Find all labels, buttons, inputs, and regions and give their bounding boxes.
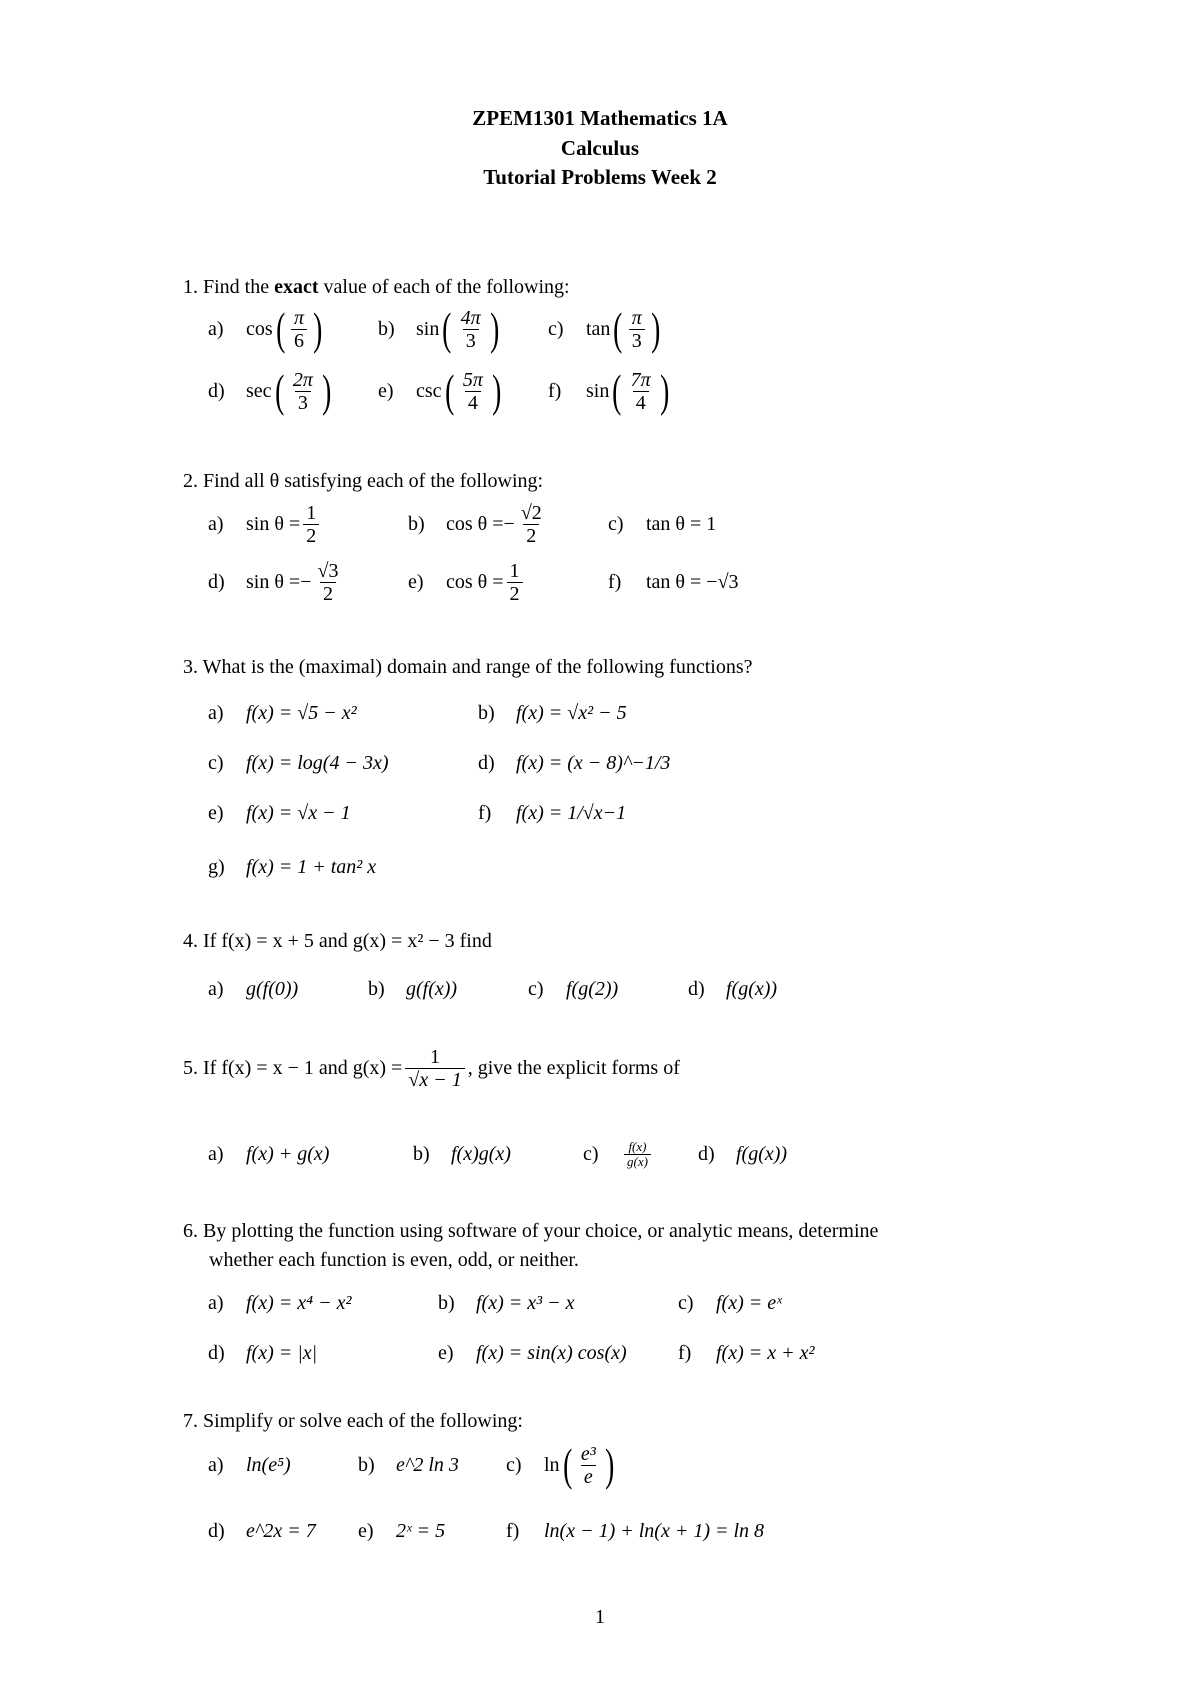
q5-item-a: a) f(x) + g(x) (208, 1143, 330, 1165)
q7-item-c: c) ln ( $\frac{\text{e³}}{e}$ ) (506, 1439, 615, 1490)
question-7: 7. Simplify or solve each of the following: (183, 1410, 523, 1432)
q3-row-3 (208, 802, 626, 825)
q6-item-f: f) f(x) = x + x² (678, 1342, 815, 1364)
q1-item-b: b) sin ( $\frac{4\pi}{3}$ ) (378, 303, 499, 354)
sheet-title: Tutorial Problems Week 2 (483, 165, 717, 189)
q4-item-d: d) f(g(x)) (688, 978, 778, 1000)
q2-item-f: f) tan θ = −√3 (608, 571, 739, 593)
q2-item-e: e) cos θ = $\frac{1}{2}$ (408, 560, 608, 605)
question-1: 1. Find the exact value of each of the following: (183, 276, 570, 298)
q3-row-4 (208, 856, 376, 879)
q3-item-e: e) f(x) = √x − 1 (208, 802, 351, 824)
q4-item-c: c) f(g(2)) (528, 978, 619, 1000)
q1-item-f: f) sin ( $\frac{7\pi}{4}$ ) (548, 365, 669, 416)
q4-row (208, 978, 777, 1001)
q2-row-2 (208, 560, 739, 605)
q1-item-c: c) tan ( $\frac{\pi}{3}$ ) (548, 303, 661, 354)
q2-row-1 (208, 502, 716, 547)
q6-row-1 (208, 1292, 782, 1315)
q6-item-d: d) f(x) = |x| (208, 1342, 318, 1364)
page-number: 1 (595, 1606, 605, 1628)
q6-row-2 (208, 1342, 815, 1365)
q7-item-a: a) ln(e⁵) (208, 1453, 291, 1476)
q5-item-d: d) f(g(x)) (698, 1143, 788, 1165)
q3-item-f: f) f(x) = 1/√x−1 (478, 802, 627, 824)
q6-item-c: c) f(x) = eˣ (678, 1292, 782, 1314)
q7-item-e: e) 2ˣ = 5 (358, 1520, 446, 1542)
q1-item-d: d) sec ( $\frac{2\pi}{3}$ ) (208, 365, 332, 416)
subject-title: Calculus (560, 136, 640, 160)
q6-item-b: b) f(x) = x³ − x (438, 1292, 575, 1314)
q1-item-e: e) csc ( $\frac{5\pi}{4}$ ) (378, 365, 502, 416)
q4-item-b: b) g(f(x)) (368, 978, 458, 1000)
q2-item-c: c) tan θ = 1 (608, 513, 717, 535)
q3-item-g: g) f(x) = 1 + tan² x (208, 856, 377, 878)
question-4: 4. If f(x) = x + 5 and g(x) = x² − 3 find (183, 930, 492, 952)
q4-item-a: a) g(f(0)) (208, 978, 299, 1000)
question-2: 2. Find all θ satisfying each of the following: (183, 470, 544, 492)
course-title: ZPEM1301 Mathematics 1A (472, 106, 728, 130)
q7-row-1 (208, 1439, 617, 1490)
q7-item-b: b) e^2 ln 3 (358, 1453, 459, 1476)
question-5: 5. If f(x) = x − 1 and g(x) = $\frac{1}{√x - 1}$ , give the explicit forms of (183, 1046, 680, 1091)
q6-item-e: e) f(x) = sin(x) cos(x) (438, 1342, 627, 1364)
question-3: 3. What is the (maximal) domain and range of the following functions? (183, 656, 753, 678)
q3-item-c: c) f(x) = log(4 − 3x) (208, 752, 389, 774)
question-6: 6. By plotting the function using software of your choice, or analytic means, determine (183, 1220, 879, 1242)
q3-row-2 (208, 752, 670, 775)
q7-item-f: f) ln(x − 1) + ln(x + 1) = ln 8 (506, 1520, 765, 1542)
q1-row-1 (208, 303, 663, 354)
question-6-line-2: whether each function is even, odd, or neither. (209, 1249, 579, 1271)
q3-item-d: d) f(x) = (x − 8)^−1/3 (478, 752, 671, 774)
q3-row-1 (208, 702, 627, 725)
q3-item-b: b) f(x) = √x² − 5 (478, 702, 627, 724)
q3-item-a: a) f(x) = √5 − x² (208, 702, 357, 724)
q7-row-2 (208, 1520, 764, 1543)
q2-item-d: d) sin θ = − $\frac{√3}{2}$ (208, 560, 339, 605)
q5-item-c: c) $\frac{f(x)}{g(x)}$ (583, 1140, 698, 1169)
q5-item-b: b) f(x)g(x) (413, 1143, 511, 1165)
q2-item-a: a) sin θ = $\frac{1}{2}$ (208, 502, 408, 547)
q7-item-d: d) e^2x = 7 (208, 1520, 316, 1542)
q2-item-b: b) cos θ = − $\frac{√2}{2}$ (408, 502, 542, 547)
q1-item-a: a) cos ( $\frac{\pi}{6}$ ) (208, 303, 323, 354)
q6-item-a: a) f(x) = x⁴ − x² (208, 1292, 352, 1314)
q5-row (208, 1140, 787, 1169)
q1-row-2 (208, 365, 672, 416)
